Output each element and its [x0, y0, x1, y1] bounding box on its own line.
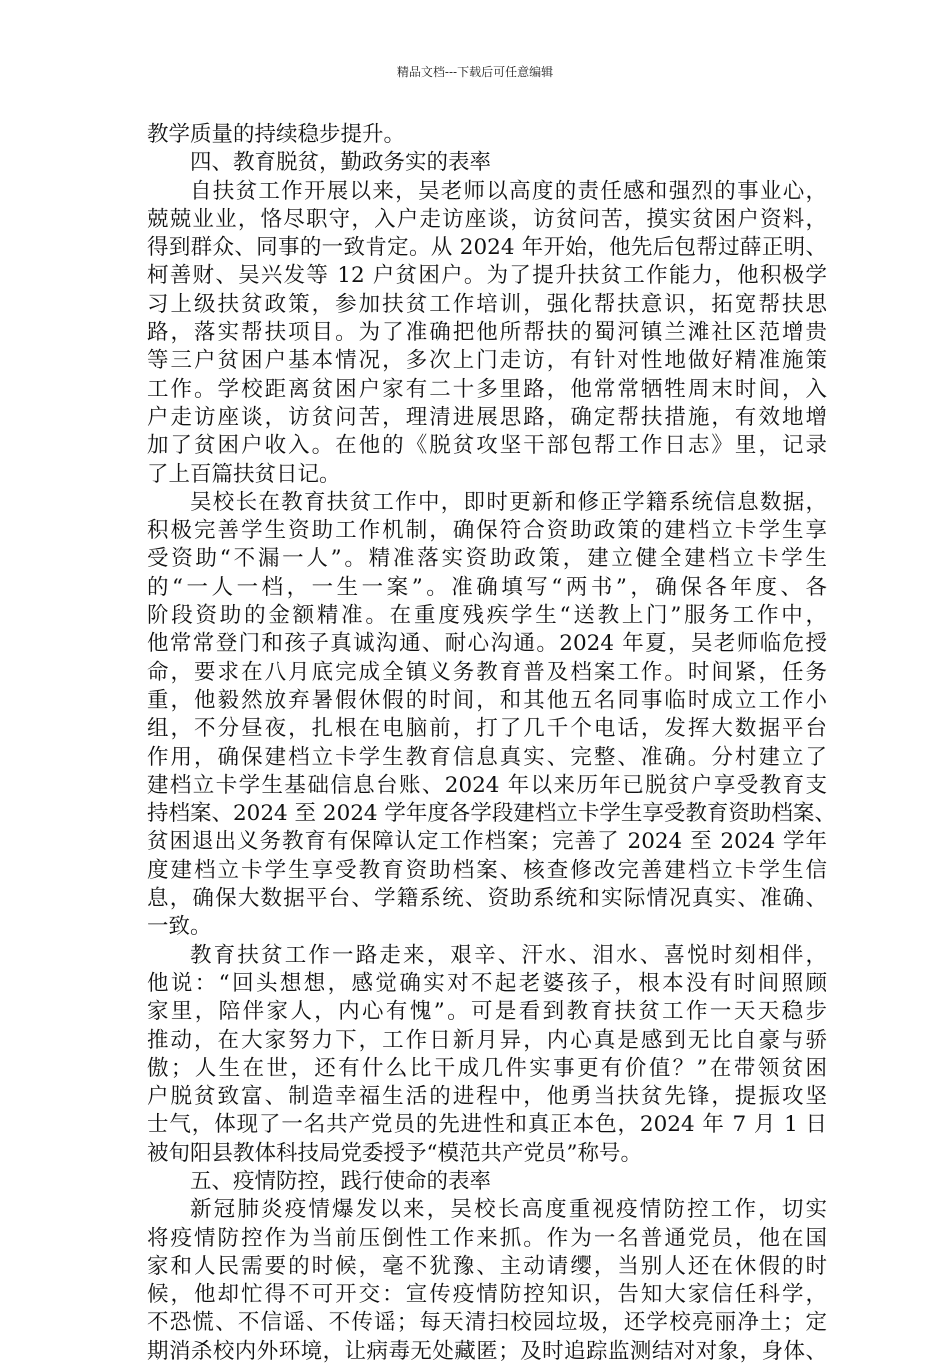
text-line: 阶段资助的金额精准。在重度残疾学生“送教上门”服务工作中，	[147, 603, 827, 629]
text-line: 组，不分昼夜，扎根在电脑前，打了几千个电话，发挥大数据平台	[147, 716, 827, 742]
text-line: 士气，体现了一名共产党员的先进性和真正本色，2024 年 7 月 1 日	[147, 1112, 827, 1138]
text-line: 被旬阳县教体科技局党委授予“模范共产党员”称号。	[147, 1140, 642, 1166]
text-line: 加了贫困户收入。在他的《脱贫攻坚干部包帮工作日志》里，记录	[147, 433, 827, 459]
text-line: 自扶贫工作开展以来，吴老师以高度的责任感和强烈的事业心，	[190, 178, 827, 204]
text-line: 了上百篇扶贫日记。	[147, 461, 341, 487]
page-header: 精品文档---下载后可任意编辑	[396, 65, 554, 79]
text-line: 建档立卡学生基础信息台账、2024 年以来历年已脱贫户享受教育支	[147, 772, 827, 798]
text-line: 积极完善学生资助工作机制，确保符合资助政策的建档立卡学生享	[147, 518, 827, 544]
text-line: 教育扶贫工作一路走来，艰辛、汗水、泪水、喜悦时刻相伴，	[190, 942, 827, 968]
text-line: 新冠肺炎疫情爆发以来，吴校长高度重视疫情防控工作，切实	[190, 1197, 827, 1223]
text-line: 吴校长在教育扶贫工作中，即时更新和修正学籍系统信息数据，	[190, 489, 827, 515]
text-line: 息，确保大数据平台、学籍系统、资助系统和实际情况真实、准确、	[147, 886, 827, 912]
text-line: 将疫情防控作为当前压倒性工作来抓。作为一名普通党员，他在国	[147, 1225, 827, 1251]
text-line: 户脱贫致富、制造幸福生活的进程中，他勇当扶贫先锋，提振攻坚	[147, 1084, 827, 1110]
text-line: 持档案、2024 至 2024 学年度各学段建档立卡学生享受教育资助档案、	[147, 801, 836, 827]
text-line: 四、教育脱贫，勤政务实的表率	[190, 150, 492, 176]
text-line: 家和人民需要的时候，毫不犹豫、主动请缨，当别人还在休假的时	[147, 1253, 827, 1279]
text-line: 度建档立卡学生享受教育资助档案、核查修改完善建档立卡学生信	[147, 857, 827, 883]
text-line: 傲；人生在世，还有什么比干成几件实事更有价值？”在带领贫困	[147, 1055, 827, 1081]
text-line: 得到群众、同事的一致肯定。从 2024 年开始，他先后包帮过薛正明、	[147, 235, 827, 261]
text-line: 的“一人一档，一生一案”。准确填写“两书”，确保各年度、各	[147, 574, 827, 600]
text-line: 等三户贫困户基本情况，多次上门走访，有针对性地做好精准施策	[147, 348, 827, 374]
text-line: 作用，确保建档立卡学生教育信息真实、完整、准确。分村建立了	[147, 744, 827, 770]
text-line: 工作。学校距离贫困户家有二十多里路，他常常牺牲周末时间，入	[147, 376, 827, 402]
document-body	[147, 121, 836, 1366]
text-line: 他常常登门和孩子真诚沟通、耐心沟通。2024 年夏，吴老师临危授	[147, 631, 827, 657]
text-line: 推动，在大家努力下，工作日新月异，内心真是感到无比自豪与骄	[147, 1027, 827, 1053]
text-line: 五、疫情防控，践行使命的表率	[190, 1168, 492, 1194]
text-line: 兢兢业业，恪尽职守，入户走访座谈，访贫问苦，摸实贫困户资料，	[147, 206, 827, 232]
text-line: 命，要求在八月底完成全镇义务教育普及档案工作。时间紧，任务	[147, 659, 827, 685]
text-line: 一致。	[147, 914, 212, 940]
text-line: 受资助“不漏一人”。精准落实资助政策，建立健全建档立卡学生	[147, 546, 827, 572]
text-line: 户走访座谈，访贫问苦，理清进展思路，确定帮扶措施，有效地增	[147, 404, 827, 430]
text-line: 教学质量的持续稳步提升。	[147, 122, 406, 147]
text-line: 他说：“回头想想，感觉确实对不起老婆孩子，根本没有时间照顾	[147, 970, 827, 996]
text-line: 柯善财、吴兴发等 12 户贫困户。为了提升扶贫工作能力，他积极学	[147, 263, 827, 289]
text-line: 不恐慌、不信谣、不传谣；每天清扫校园垃圾，还学校亮丽净土；定	[147, 1310, 827, 1336]
text-line: 习上级扶贫政策，参加扶贫工作培训，强化帮扶意识，拓宽帮扶思	[147, 291, 827, 317]
text-line: 家里，陪伴家人，内心有愧”。可是看到教育扶贫工作一天天稳步	[147, 999, 827, 1025]
text-line: 候，他却忙得不可开交：宣传疫情防控知识，告知大家信任科学，	[147, 1282, 827, 1308]
text-line: 期消杀校内外环境，让病毒无处藏匿；及时追踪监测结对对象，身体、	[147, 1338, 827, 1364]
text-line: 重，他毅然放弃暑假休假的时间，和其他五名同事临时成立工作小	[147, 687, 827, 713]
text-line: 贫困退出义务教育有保障认定工作档案；完善了 2024 至 2024 学年	[147, 829, 827, 855]
text-line: 路，落实帮扶项目。为了准确把他所帮扶的蜀河镇兰滩社区范增贵	[147, 320, 827, 346]
